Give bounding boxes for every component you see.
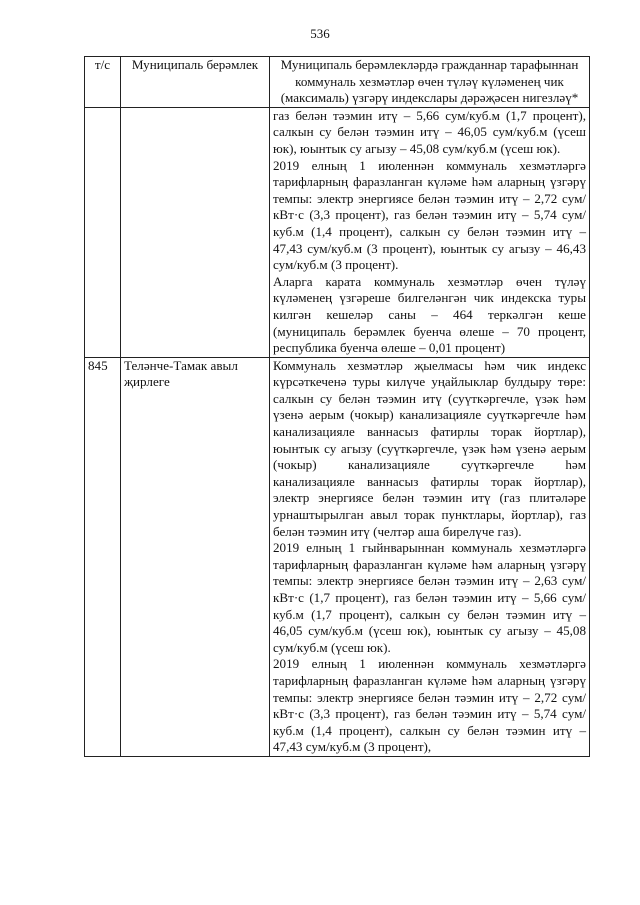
table-header xyxy=(85,57,590,108)
municipality-name xyxy=(121,107,270,357)
justification-cell xyxy=(270,107,590,357)
header-justification: Муниципаль берәмлекләрдә гражданнар тарафыннан коммуналь хезмәтләр өчен түләү күләменең чик (максималь) үзгәрү индекслары дәрәҗәсен нигезләү* xyxy=(270,57,590,108)
table-row xyxy=(85,357,590,756)
paragraph: Коммуналь хезмәтләр җыелмасы һәм чик индекс күрсәткеченә туры килүче уңайлыклар булдыру төре: салкын су белән тәэмин итү (суүткәргечле, үзәк һәм үзенә аерым (чокыр) канализацияле суүткәргечле һәм канализацияле ваннасыз фатирлы торак йортлар), юынтык су агызу (суүткәргечле, үзәк һәм үзенә аерым (чокыр) канализацияле суүткәргечле һәм канализацияле ваннасыз фатирлы торак йортлар), электр энергиясе белән тәэмин итү (газ плитәләре урнаштырылган авыл торак пунктлары, йортлар), газ белән тәэмин итү (челтәр аша бирелүче газ). xyxy=(273,357,586,539)
table-row xyxy=(85,107,590,357)
row-number xyxy=(85,107,121,357)
row-number: 845 xyxy=(85,357,121,756)
justification-cell xyxy=(270,357,590,756)
paragraph: 2019 елның 1 июленнән коммуналь хезмәтләргә тарифларның фаразланган күләме һәм аларның үзгәрү темпы: электр энергиясе белән тәэмин итү – 2,72 сум/кВт·с (3,3 процент), газ белән тәэмин итү – 5,74 сум/куб.м (1,4 процент), салкын су белән тәэмин итү – 47,43 сум/куб.м (3 процент), юынтык су агызу – 46,43 сум/куб.м (3 процент). xyxy=(273,157,586,273)
paragraph: 2019 елның 1 гыйнварыннан коммуналь хезмәтләргә тарифларның фаразланган күләме һәм аларның үзгәрү темпы: электр энергиясе белән тәэмин итү – 2,63 сум/кВт·с (1,7 процент), газ белән тәэмин итү – 5,66 сум/куб.м (1,7 процент), салкын су белән тәэмин итү – 46,05 сум/куб.м (үсеш юк), юынтык су агызу – 45,08 сум/куб.м (үсеш юк). xyxy=(273,540,586,655)
header-municipality: Муниципаль берәмлек xyxy=(121,57,270,108)
paragraph: Аларга карата коммуналь хезмәтләр өчен түләү күләменең үзгәреше билгеләнгән чик индекска туры килгән кешеләр саны – 464 теркәлгән кеше (муниципаль берәмлек буенча өлеше – 70 процент, республика буенча өлеше – 0,01 процент) xyxy=(273,273,586,356)
municipality-name: Теләнче-Тамак авыл җирлеге xyxy=(121,357,270,756)
header-num: т/с xyxy=(85,57,121,108)
tariff-table xyxy=(84,56,590,757)
paragraph: газ белән тәэмин итү – 5,66 сум/куб.м (1,7 процент), салкын су белән тәэмин итү – 46,05 сум/куб.м (үсеш юк), юынтык су агызу – 45,08 сум/куб.м (үсеш юк). xyxy=(273,107,586,156)
page-number: 536 xyxy=(310,26,330,41)
paragraph: 2019 елның 1 июленнән коммуналь хезмәтләргә тарифларның фаразланган күләме һәм аларның үзгәрү темпы: электр энергиясе белән тәэмин итү – 2,72 сум/кВт·с (3,3 процент), газ белән тәэмин итү – 5,74 сум/куб.м (1,4 процент), салкын су белән тәэмин итү – 47,43 сум/куб.м (3 процент), xyxy=(273,656,586,755)
